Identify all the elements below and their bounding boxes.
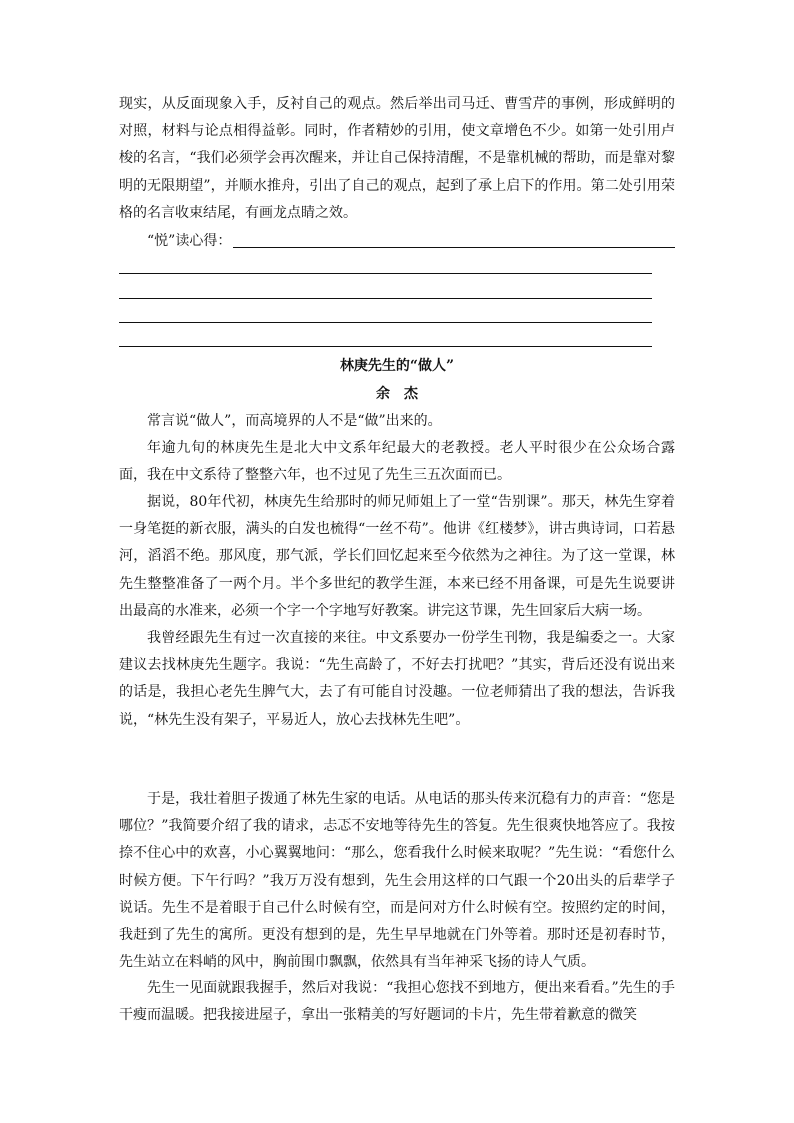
reading-notes-row <box>147 229 675 256</box>
article-paragraph: 先生一见面就跟我握手，然后对我说：“我担心您找不到地方，便出来看看。”先生的手干瘦而温暖。把我接进屋子，拿出一张精美的写好题词的卡片，先生带着歉意的微笑 <box>119 980 675 1024</box>
article-paragraph: 于是，我壮着胆子拨通了林先生家的电话。从电话的那头传来沉稳有力的声音：“您是哪位？”我简要介绍了我的请求，忐忑不安地等待先生的答复。先生很爽快地答应了。我按捺不住心中的欢喜，小心翼翼地问：“那么，您看我什么时候来取呢？”先生说：“看您什么时候方便。下午行吗？”我万万没有想到，先生会用这样的口气跟一个20出头的后辈学子说话。先生不是着眼于自己什么时候有空，而是问对方什么时候有空。按照约定的时间，我赶到了先生的寓所。更没有想到的是，先生早早地就在门外等着。那时还是初春时节，先生站立在料峭的风中，胸前围巾飘飘，依然具有当年神采飞扬的诗人气质。 <box>119 791 675 971</box>
reading-notes-blank-line[interactable] <box>119 273 652 274</box>
reading-notes-blank-line[interactable] <box>119 346 652 347</box>
article-paragraph: 常言说“做人”，而高境界的人不是“做”出来的。 <box>147 413 442 429</box>
reading-notes-blank-line[interactable] <box>119 322 652 323</box>
article-title: 林庚先生的“做人” <box>339 358 455 374</box>
reading-notes-label: “悦”读心得： <box>147 233 232 249</box>
analysis-paragraph: 现实，从反面现象入手，反衬自己的观点。然后举出司马迁、曹雪芹的事例，形成鲜明的对照，材料与论点相得益彰。同时，作者精妙的引用，使文章增色不少。如第一处引用卢梭的名言，“我们必须学会再次醒来，并让自己保持清醒，不是靠机械的帮助，而是靠对黎明的无限期望”，并顺水推舟，引出了自己的观点，起到了承上启下的作用。第二处引用荣格的名言收束结尾，有画龙点睛之效。 <box>119 96 675 221</box>
article-paragraph: 我曾经跟先生有过一次直接的来往。中文系要办一份学生刊物，我是编委之一。大家建议去找林庚先生题字。我说：“先生高龄了，不好去打扰吧？”其实，背后还没有说出来的话是，我担心老先生脾气大，去了有可能自讨没趣。一位老师猜出了我的想法，告诉我说，“林先生没有架子，平易近人，放心去找林先生吧”。 <box>119 630 675 728</box>
article-paragraph: 年逾九旬的林庚先生是北大中文系年纪最大的老教授。老人平时很少在公众场合露面，我在中文系待了整整六年，也不过见了先生三五次面而已。 <box>119 440 675 484</box>
reading-notes-blank-line[interactable] <box>233 246 675 248</box>
article-paragraph: 据说，80年代初，林庚先生给那时的师兄师姐上了一堂“告别课”。那天，林先生穿着一身笔挺的新衣服，满头的白发也梳得“一丝不苟”。他讲《红楼梦》，讲古典诗词，口若悬河，滔滔不绝。那风度，那气派，学长们回忆起来至今依然为之神往。为了这一堂课，林先生整整准备了一两个月。半个多世纪的教学生涯，本来已经不用备课，可是先生说要讲出最高的水准来，必须一个字一个字地写好教案。讲完这节课，先生回家后大病一场。 <box>119 494 675 619</box>
article-author: 余杰 <box>376 386 432 402</box>
reading-notes-blank-line[interactable] <box>119 298 652 299</box>
